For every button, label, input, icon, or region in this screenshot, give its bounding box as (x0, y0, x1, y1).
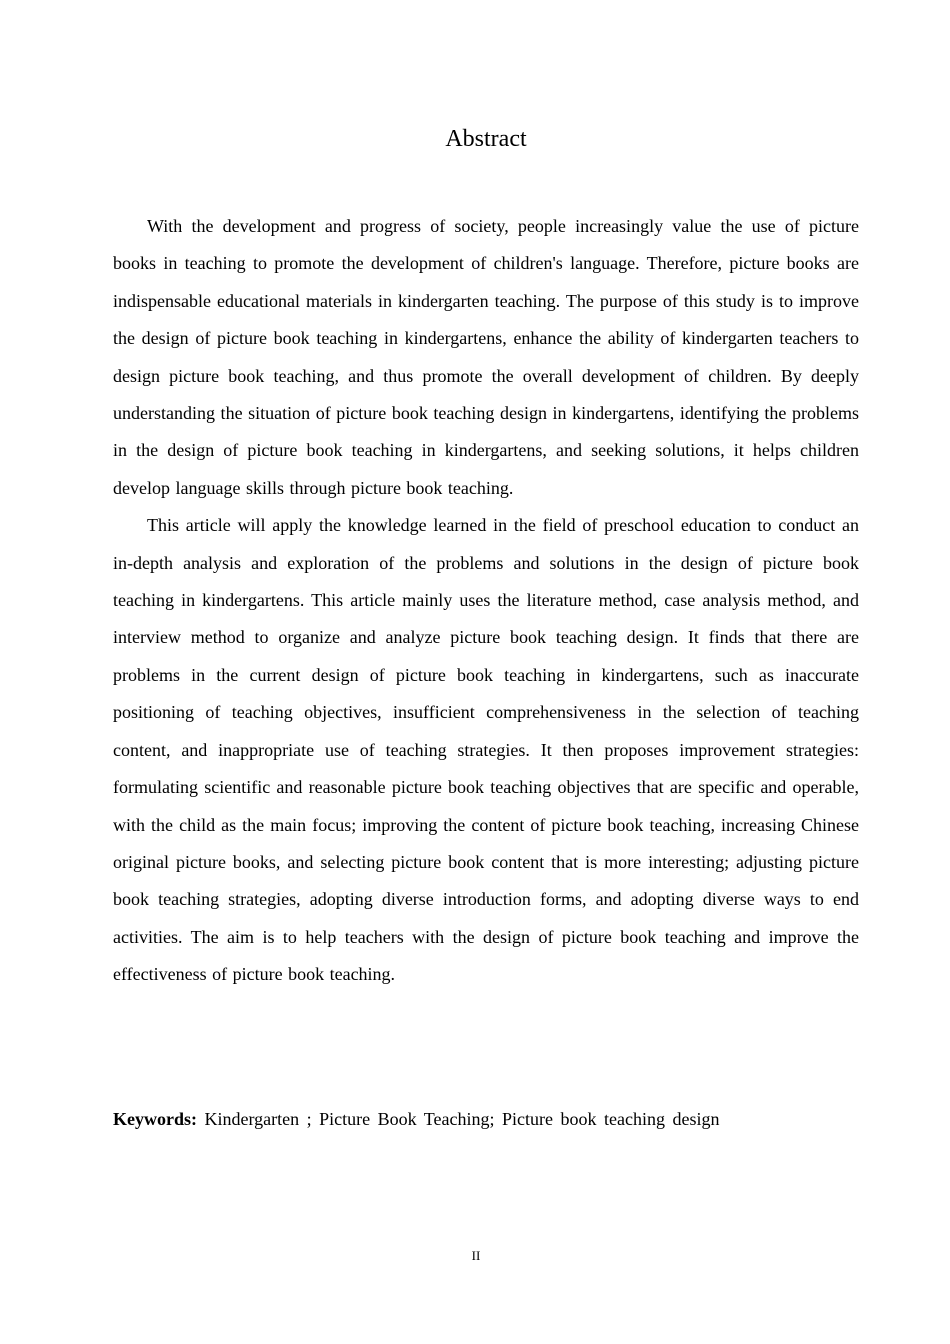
abstract-paragraph-1: With the development and progress of society, people increasingly value the use of picture books in teaching to promote the development of children's language. Therefore, picture books are indispensable educational materials in kindergarten teaching. The purpose of this study is to improve the design of picture book teaching in kindergartens, enhance the ability of kindergarten teachers to design picture book teaching, and thus promote the overall development of children. By deeply understanding the situation of picture book teaching design in kindergartens, identifying the problems in the design of picture book teaching in kindergartens, and seeking solutions, it helps children develop language skills through picture book teaching. (113, 216, 859, 498)
abstract-body (113, 208, 859, 994)
keywords-text: Kindergarten ; Picture Book Teaching; Picture book teaching design (204, 1109, 720, 1129)
keywords-line (113, 1104, 859, 1134)
abstract-paragraph-2: This article will apply the knowledge learned in the field of preschool education to conduct an in-depth analysis and exploration of the problems and solutions in the design of picture book teaching in kindergartens. This article mainly uses the literature method, case analysis method, and interview method to organize and analyze picture book teaching design. It finds that there are problems in the current design of picture book teaching in kindergartens, such as inaccurate positioning of teaching objectives, insufficient comprehensiveness in the selection of teaching content, and inappropriate use of teaching strategies. It then proposes improvement strategies: formulating scientific and reasonable picture book teaching objectives that are specific and operable, with the child as the main focus; improving the content of picture book teaching, increasing Chinese original picture books, and selecting picture book content that is more interesting; adjusting picture book teaching strategies, adopting diverse introduction forms, and adopting diverse ways to end activities. The aim is to help teachers with the design of picture book teaching and improve the effectiveness of picture book teaching. (113, 515, 859, 985)
keywords-label: Keywords: (113, 1109, 197, 1129)
page-number: II (471, 1248, 481, 1263)
abstract-title: Abstract (445, 126, 527, 152)
